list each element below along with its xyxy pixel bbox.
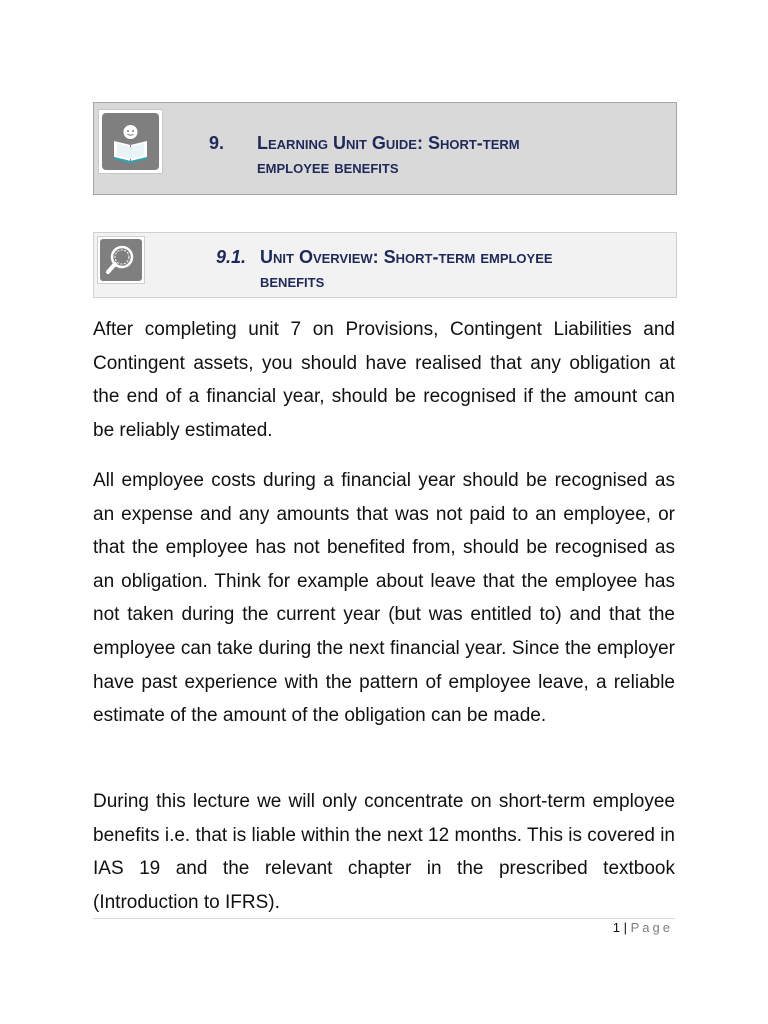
unit-heading-title-line1: Learning Unit Guide: Short-term — [257, 133, 520, 153]
page-number: 1 — [612, 920, 620, 935]
unit-heading-title-line2: employee benefits — [257, 157, 399, 177]
footer-separator: | — [623, 920, 627, 935]
overview-heading-number: 9.1. — [216, 247, 247, 267]
overview-heading-title-line1: Unit Overview: Short-term employee — [260, 247, 553, 267]
unit-heading-number: 9. — [209, 133, 225, 153]
paragraph-intro: After completing unit 7 on Provisions, Contingent Liabilities and Contingent assets, you should have realised that any obligation at the end of a financial year, should be recognised if the amount can be reliably estimated. — [93, 319, 675, 441]
paragraph-lecture-scope: During this lecture we will only concentrate on short-term employee benefits i.e. that is liable within the next 12 months. This is covered in IAS 19 and the relevant chapter in the prescribed textbook (Introduction to IFRS). — [93, 791, 675, 913]
overview-heading-title-line2: benefits — [260, 271, 325, 291]
footer-divider — [93, 918, 675, 919]
page-footer — [613, 920, 673, 935]
overview-heading-box — [93, 232, 677, 298]
page-label: Page — [630, 920, 673, 935]
paragraph-employee-costs: All employee costs during a financial year should be recognised as an expense and any amounts that was not paid to an employee, or that the employee has not benefited from, should be recognised as an obligation. Think for example about leave that the employee has not taken during the current year (but was entitled to) and that the employee can take during the next financial year. Since the employer have past experience with the pattern of employee leave, a reliable estimate of the amount of the obligation can be made. — [93, 470, 675, 727]
reading-person-icon — [98, 109, 163, 174]
unit-heading-box — [93, 102, 677, 195]
magnifier-icon — [97, 236, 145, 284]
